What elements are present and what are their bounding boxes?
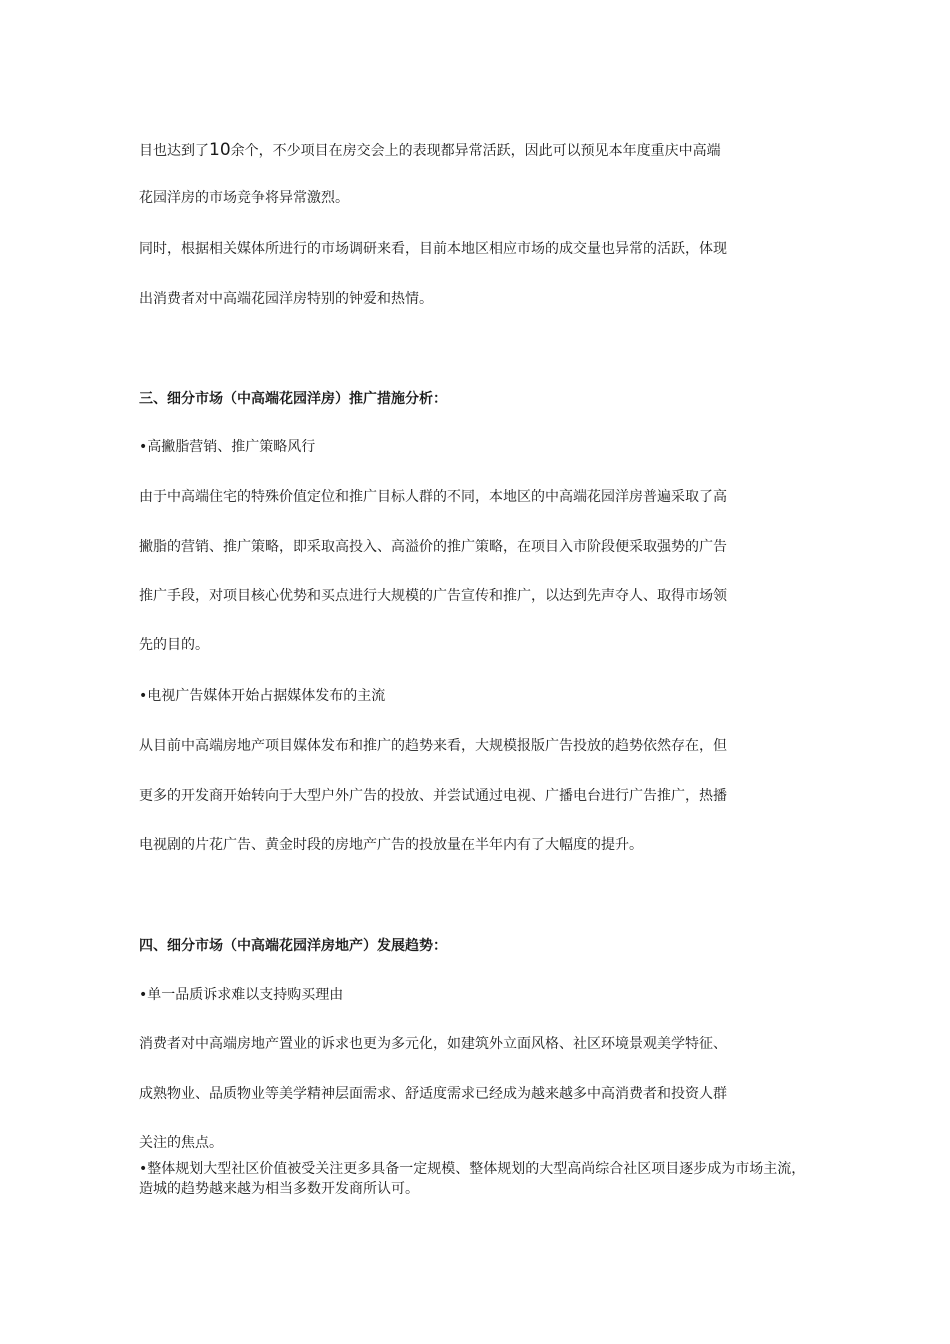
bullet-item: •单一品质诉求难以支持购买理由 — [139, 987, 344, 1003]
bullet-item: •整体规划大型社区价值被受关注更多具备一定规模、整体规划的大型高尚综合社区项目逐步成为市场主流，造城的趋势越来越为相当多数开发商所认可。 — [139, 1161, 806, 1197]
paragraph-line: 电视剧的片花广告、黄金时段的房地产广告的投放量在半年内有了大幅度的提升。 — [139, 837, 643, 853]
text-span: 余个，不少项目在房交会上的表现都异常活跃，因此可以预见本年度重庆中高端 — [230, 143, 721, 159]
paragraph-line: 消费者对中高端房地产置业的诉求也更为多元化，如建筑外立面风格、社区环境景观美学特征、 — [139, 1036, 727, 1052]
paragraph-line: 先的目的。 — [139, 637, 209, 653]
paragraph-line: 推广手段，对项目核心优势和买点进行大规模的广告宣传和推广，以达到先声夺人、取得市场领 — [139, 588, 727, 604]
paragraph-line: 从目前中高端房地产项目媒体发布和推广的趋势来看，大规模报版广告投放的趋势依然存在，但 — [139, 738, 727, 754]
paragraph-line: 由于中高端住宅的特殊价值定位和推广目标人群的不同，本地区的中高端花园洋房普遍采取了高 — [139, 489, 727, 505]
paragraph-line: 更多的开发商开始转向于大型户外广告的投放、并尝试通过电视、广播电台进行广告推广，热播 — [139, 788, 727, 804]
paragraph-line: 出消费者对中高端花园洋房特别的钟爱和热情。 — [139, 291, 433, 307]
bullet-item: •电视广告媒体开始占据媒体发布的主流 — [139, 688, 386, 704]
text-span: 目也达到了 — [139, 143, 209, 159]
section-heading: 四、细分市场（中高端花园洋房地产）发展趋势： — [139, 938, 447, 954]
paragraph-line — [139, 141, 819, 160]
paragraph-line: 撇脂的营销、推广策略，即采取高投入、高溢价的推广策略，在项目入市阶段便采取强势的广告 — [139, 539, 727, 555]
paragraph-line: 成熟物业、品质物业等美学精神层面需求、舒适度需求已经成为越来越多中高消费者和投资人群 — [139, 1086, 727, 1102]
bullet-item: •高撇脂营销、推广策略风行 — [139, 439, 316, 455]
section-heading: 三、细分市场（中高端花园洋房）推广措施分析： — [139, 391, 447, 407]
paragraph-line: 花园洋房的市场竞争将异常激烈。 — [139, 190, 349, 206]
paragraph-line: 同时，根据相关媒体所进行的市场调研来看，目前本地区相应市场的成交量也异常的活跃，体现 — [139, 241, 727, 257]
paragraph-line: 关注的焦点。 — [139, 1135, 223, 1151]
number-span: 10 — [209, 140, 231, 160]
